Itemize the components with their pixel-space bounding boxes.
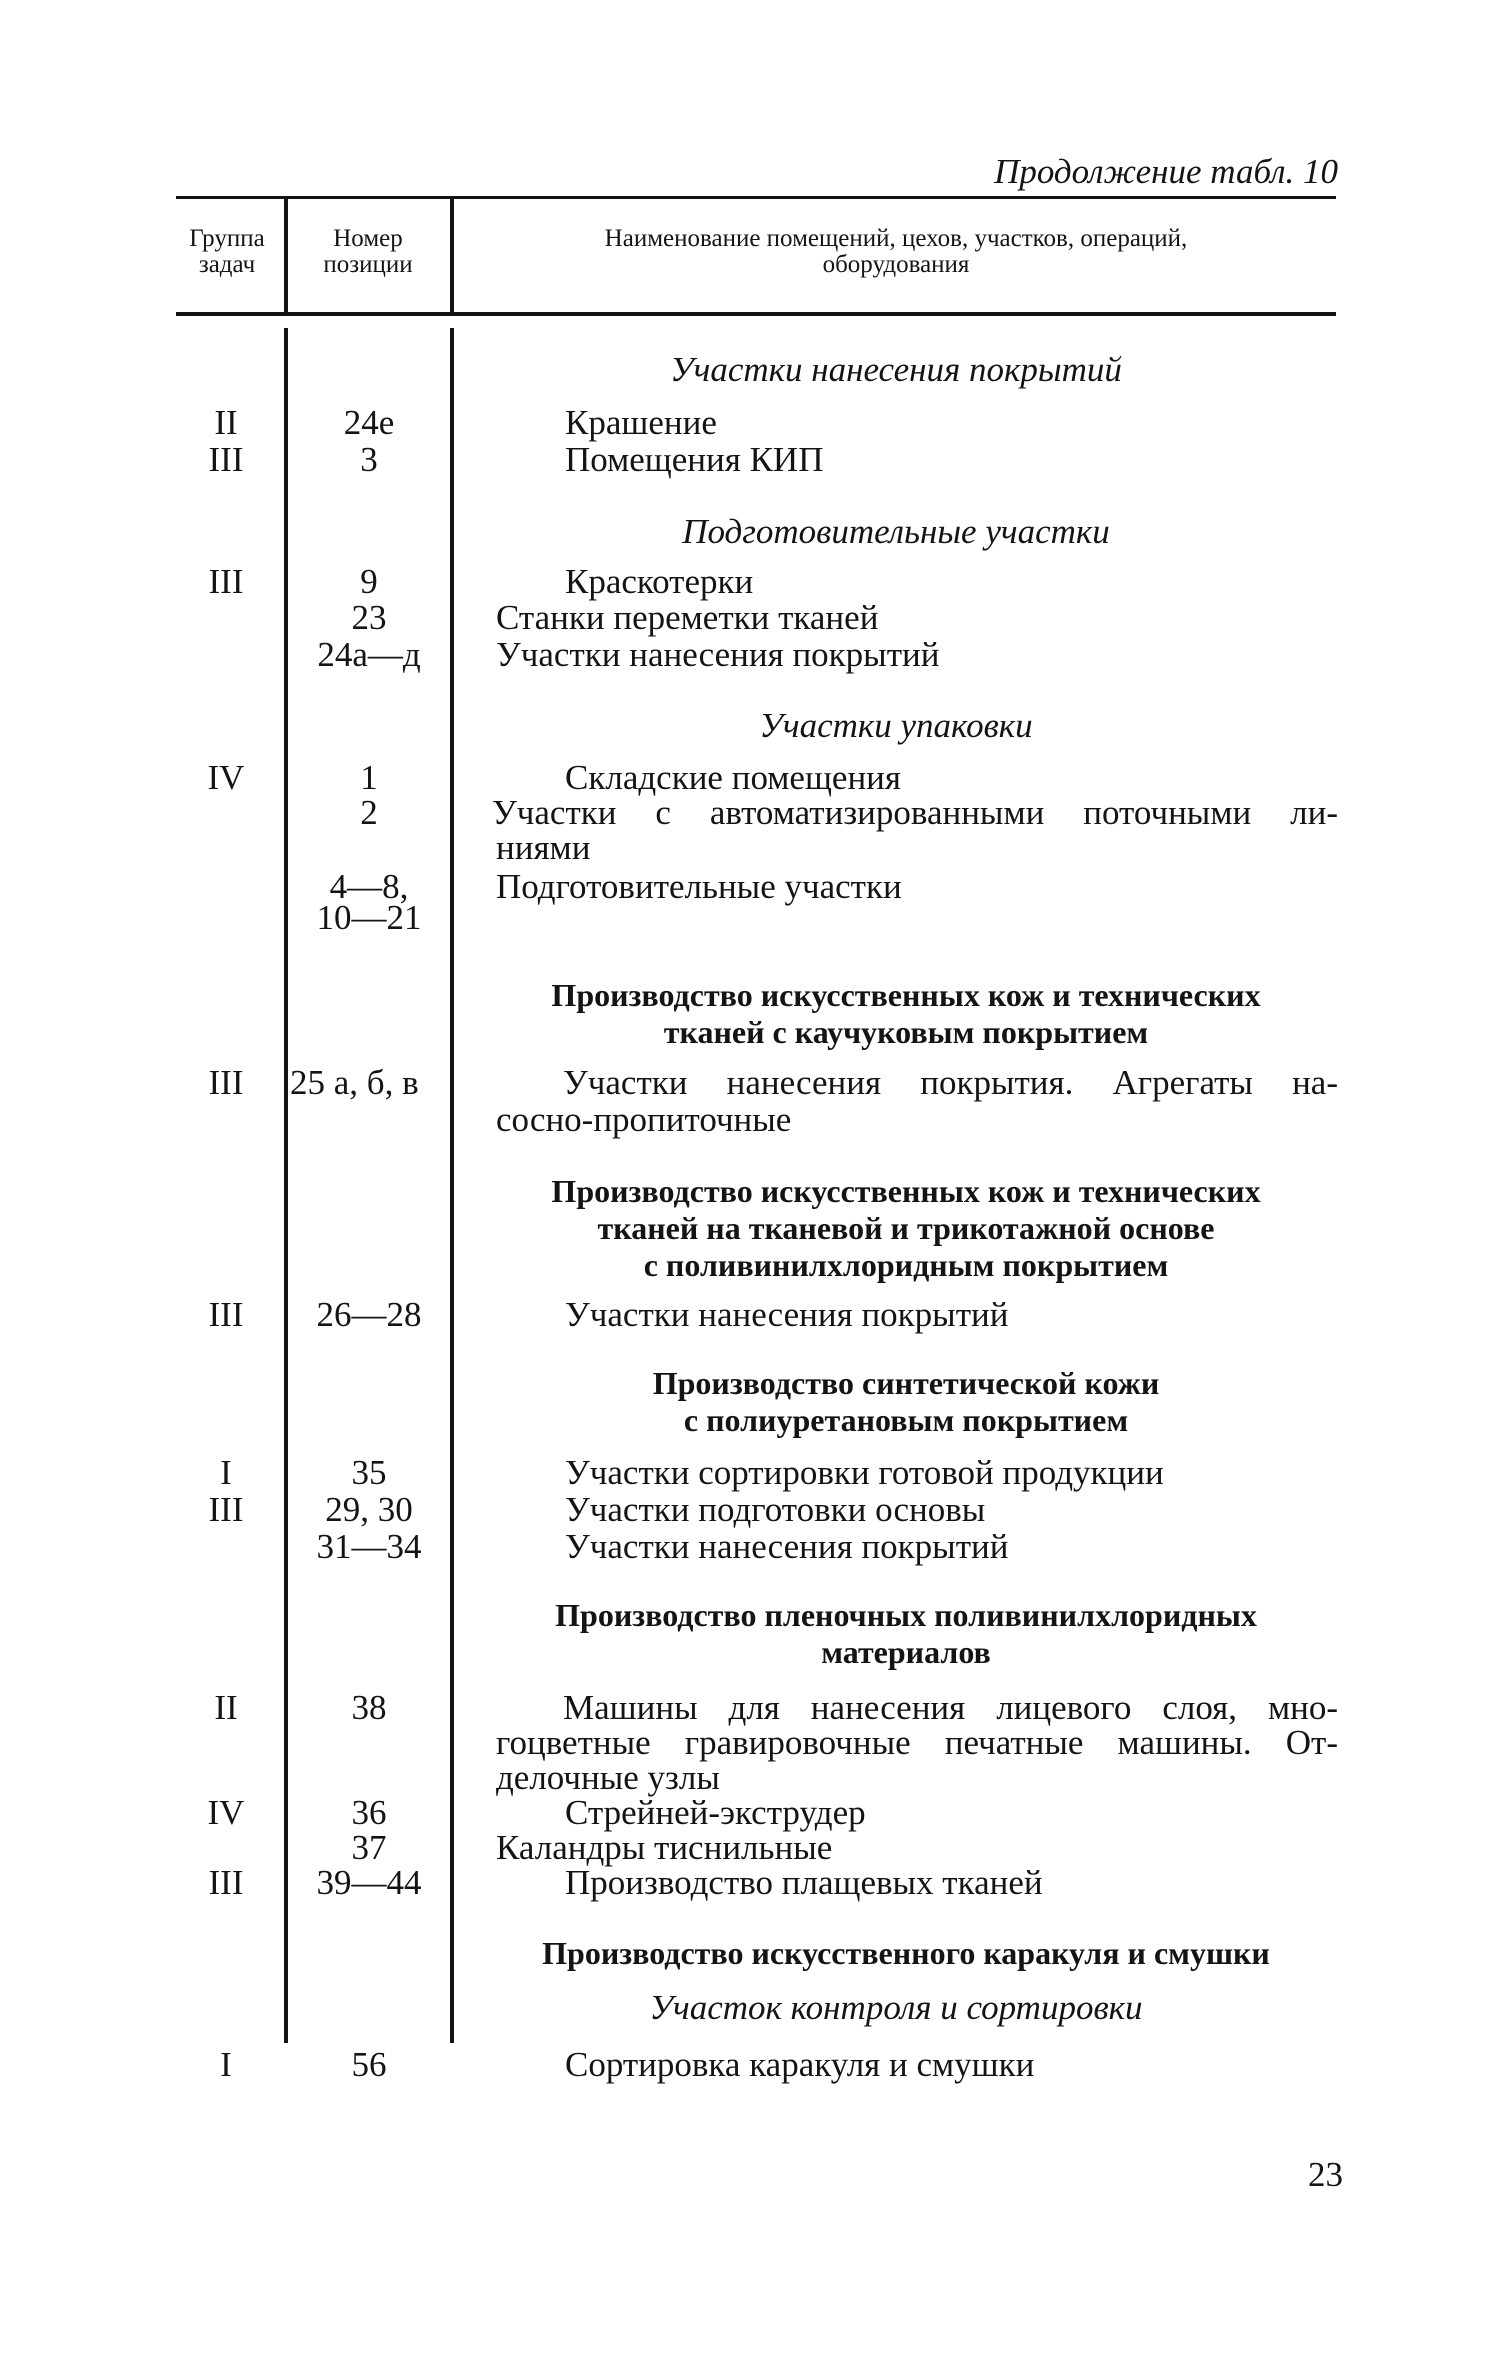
- production-heading: Производство искусственного каракуля и смушки: [542, 1935, 1270, 1971]
- production-heading-line-2: тканей на тканевой и трикотажной основе: [597, 1210, 1215, 1246]
- header-group-line-2: задач: [198, 251, 256, 278]
- row-group: I: [220, 2045, 232, 2084]
- row-position: 56: [351, 2045, 387, 2084]
- row-position: 25 а, б, в: [290, 1063, 419, 1102]
- row-position-line-2: 10—21: [316, 898, 422, 937]
- row-group: III: [208, 1295, 244, 1334]
- row-group: II: [214, 403, 238, 442]
- section-heading: Участок контроля и сортировки: [649, 1988, 1143, 2027]
- production-heading: [456, 1173, 1356, 1284]
- row-name: Участки подготовки основы: [565, 1490, 986, 1529]
- row-group: III: [208, 440, 244, 479]
- header-position-line-1: Номер: [333, 225, 403, 252]
- production-heading-line-3: с поливинилхлоридным покрытием: [643, 1247, 1169, 1283]
- production-heading-line-2: материалов: [821, 1634, 991, 1670]
- row-name: Складские помещения: [565, 758, 902, 797]
- production-heading-line-2: с полиуретановым покрытием: [683, 1402, 1129, 1438]
- table-header-rule: [176, 312, 1336, 316]
- header-position: [288, 226, 448, 278]
- row-name: Подготовительные участки: [496, 867, 902, 906]
- section-heading: Подготовительные участки: [682, 512, 1110, 551]
- row-position: 29, 30: [325, 1490, 413, 1529]
- row-group: IV: [207, 1793, 245, 1832]
- row-group: III: [208, 1490, 244, 1529]
- header-name-line-2: оборудования: [822, 251, 970, 278]
- row-position: 24е: [343, 403, 395, 442]
- row-group: III: [208, 1063, 244, 1102]
- production-heading-line-1: Производство синтетической кожи: [652, 1365, 1160, 1401]
- row-position: 26—28: [316, 1295, 422, 1334]
- row-name: Краскотерки: [565, 562, 754, 601]
- row-group: II: [214, 1688, 238, 1727]
- header-group: [172, 226, 282, 278]
- row-position: 36: [351, 1793, 387, 1832]
- row-name: Крашение: [565, 403, 717, 442]
- row-name-line-3: делочные узлы: [496, 1758, 720, 1797]
- production-heading: [456, 1597, 1356, 1671]
- row-group: III: [208, 562, 244, 601]
- production-heading-line-1: Производство искусственных кож и технических: [551, 1173, 1261, 1209]
- row-name: Участки нанесения покрытий: [565, 1527, 1009, 1566]
- row-group: I: [220, 1453, 232, 1492]
- production-heading-line-1: Производство пленочных поливинилхлоридных: [555, 1597, 1257, 1633]
- row-position: 9: [360, 562, 378, 601]
- row-name: Стрейней-экструдер: [565, 1793, 866, 1832]
- header-position-line-2: позиции: [323, 251, 413, 278]
- header-name: [456, 226, 1336, 278]
- row-position: 2: [360, 793, 378, 832]
- row-name: Сортировка каракуля и смушки: [565, 2045, 1035, 2084]
- row-name: Помещения КИП: [565, 440, 824, 479]
- row-position: 37: [351, 1828, 387, 1867]
- production-heading-line-2: тканей с каучуковым покрытием: [663, 1014, 1149, 1050]
- row-name: Участки нанесения покрытий: [565, 1295, 1009, 1334]
- column-divider-2: [450, 196, 454, 312]
- table-top-rule: [176, 196, 1336, 199]
- row-name-line-2: сосно-пропиточные: [496, 1100, 792, 1139]
- row-position: 39—44: [316, 1863, 422, 1902]
- row-position: 24а—д: [317, 635, 421, 674]
- row-position: 31—34: [316, 1527, 422, 1566]
- row-name: Участки нанесения покрытий: [496, 635, 940, 674]
- table-continuation-caption: Продолжение табл. 10: [994, 152, 1338, 191]
- header-group-line-1: Группа: [189, 225, 265, 252]
- row-position: 23: [351, 598, 387, 637]
- row-position: 38: [351, 1688, 387, 1727]
- row-group: IV: [207, 758, 245, 797]
- row-name-line-2: гоцветные гравировочные печатные машины. От-: [496, 1723, 1338, 1762]
- production-heading: [456, 977, 1356, 1051]
- production-heading: [456, 1365, 1356, 1439]
- row-position: 35: [351, 1453, 387, 1492]
- row-name-line-1: Участки нанесения покрытия. Агрегаты на-: [563, 1063, 1338, 1102]
- row-position: 3: [360, 440, 378, 479]
- row-position: 1: [360, 758, 378, 797]
- row-name: Участки сортировки готовой продукции: [565, 1453, 1164, 1492]
- page-number: 23: [1308, 2155, 1343, 2194]
- row-name-line-1: Машины для нанесения лицевого слоя, мно-: [563, 1688, 1338, 1727]
- row-name: Станки переметки тканей: [496, 598, 879, 637]
- row-name: Каландры тиснильные: [496, 1828, 833, 1867]
- row-name-line-1: Участки с автоматизированными поточными ли-: [492, 793, 1338, 832]
- production-heading-line-1: Производство искусственных кож и технических: [551, 977, 1261, 1013]
- section-heading: Участки упаковки: [759, 706, 1033, 745]
- row-position-line-1: 4—8,: [329, 867, 409, 906]
- row-name-line-2: ниями: [496, 828, 591, 867]
- row-name: Производство плащевых тканей: [565, 1863, 1043, 1902]
- row-group: III: [208, 1863, 244, 1902]
- header-name-line-1: Наименование помещений, цехов, участков, операций,: [604, 225, 1188, 252]
- section-heading: Участки нанесения покрытий: [670, 350, 1122, 389]
